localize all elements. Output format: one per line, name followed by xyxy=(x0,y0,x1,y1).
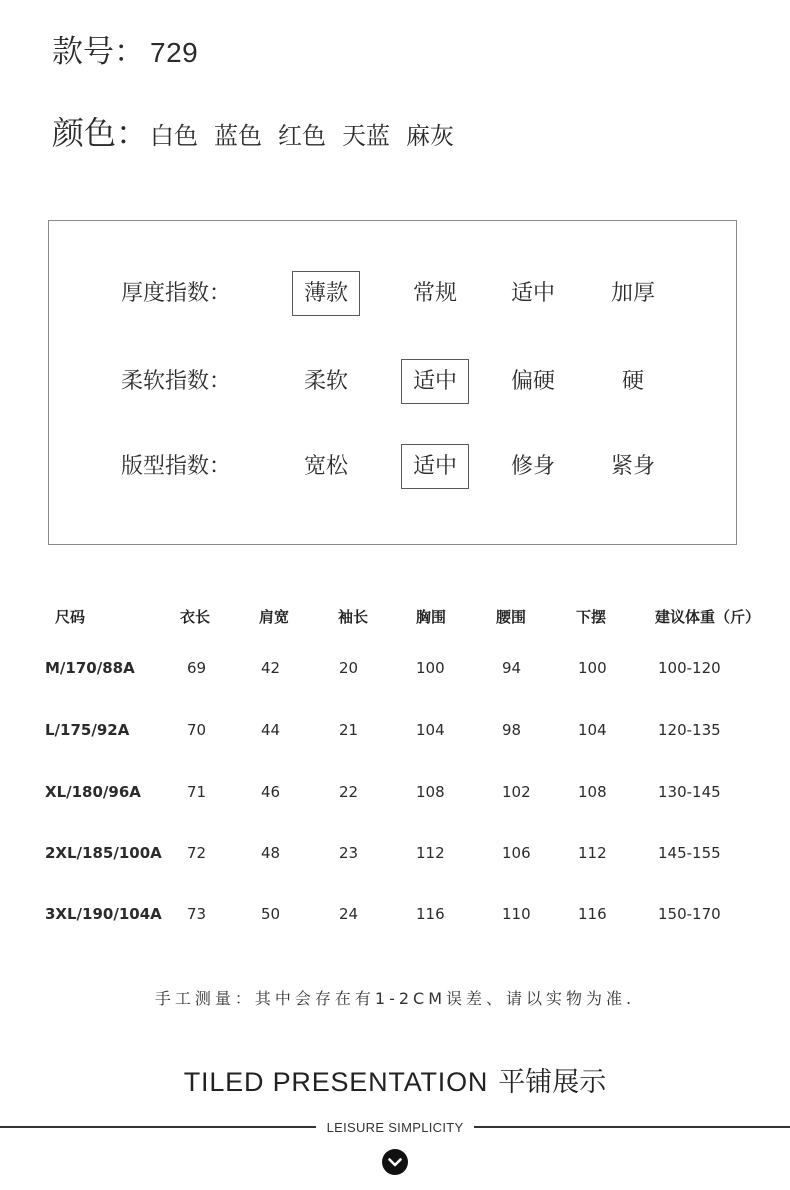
hem-cell: 108 xyxy=(578,783,607,801)
fit-option: 紧身 xyxy=(610,454,655,479)
size-cell: 2XL/185/100A xyxy=(45,844,162,862)
column-header: 衣长 xyxy=(180,608,211,626)
chest-cell: 112 xyxy=(416,844,445,862)
softness-option: 适中 xyxy=(401,359,469,404)
waist-cell: 102 xyxy=(502,783,531,801)
column-header: 袖长 xyxy=(338,608,369,626)
section-divider xyxy=(0,1117,790,1137)
fit-index-label: 版型指数： xyxy=(121,454,232,479)
waist-cell: 110 xyxy=(502,905,531,923)
weight-cell: 145-155 xyxy=(658,844,721,862)
column-header: 尺码 xyxy=(55,608,86,626)
color-option: 红色 xyxy=(278,122,326,150)
length-cell: 71 xyxy=(187,783,207,801)
shoulder-cell: 50 xyxy=(261,905,281,923)
measurement-note: 手工测量：其中会存在有1-2CM误差、请以实物为准. xyxy=(154,989,636,1008)
length-cell: 69 xyxy=(187,659,207,677)
waist-cell: 106 xyxy=(502,844,531,862)
section-title-cn: 平铺展示 xyxy=(498,1067,607,1098)
color-option: 蓝色 xyxy=(214,122,262,150)
table-row xyxy=(0,780,790,804)
softness-index-label: 柔软指数： xyxy=(121,369,232,394)
column-header: 胸围 xyxy=(416,608,447,626)
hem-cell: 112 xyxy=(578,844,607,862)
shoulder-cell: 44 xyxy=(261,721,281,739)
sleeve-cell: 24 xyxy=(339,905,359,923)
table-header-row xyxy=(0,605,790,629)
table-row xyxy=(0,718,790,742)
weight-cell: 120-135 xyxy=(658,721,721,739)
color-line xyxy=(52,109,470,157)
section-title-en: TILED PRESENTATION xyxy=(183,1067,489,1097)
thickness-option: 适中 xyxy=(510,281,555,306)
color-option: 麻灰 xyxy=(406,122,454,150)
column-header: 下摆 xyxy=(576,608,607,626)
sleeve-cell: 20 xyxy=(339,659,359,677)
table-row xyxy=(0,656,790,680)
thickness-index-label: 厚度指数： xyxy=(121,281,232,306)
softness-option: 柔软 xyxy=(303,369,348,394)
column-header: 腰围 xyxy=(496,608,527,626)
weight-cell: 130-145 xyxy=(658,783,721,801)
fit-option: 宽松 xyxy=(303,454,348,479)
size-cell: 3XL/190/104A xyxy=(45,905,162,923)
hem-cell: 116 xyxy=(578,905,607,923)
sleeve-cell: 21 xyxy=(339,721,359,739)
waist-cell: 98 xyxy=(502,721,522,739)
length-cell: 70 xyxy=(187,721,207,739)
hem-cell: 100 xyxy=(578,659,607,677)
thickness-option: 薄款 xyxy=(292,271,360,316)
length-cell: 73 xyxy=(187,905,207,923)
chest-cell: 116 xyxy=(416,905,445,923)
chevron-down-icon xyxy=(382,1149,408,1175)
divider-line-left xyxy=(0,1126,316,1128)
size-cell: M/170/88A xyxy=(45,659,135,677)
color-option: 白色 xyxy=(150,122,198,150)
sleeve-cell: 22 xyxy=(339,783,359,801)
sleeve-cell: 23 xyxy=(339,844,359,862)
hem-cell: 104 xyxy=(578,721,607,739)
weight-cell: 150-170 xyxy=(658,905,721,923)
color-option: 天蓝 xyxy=(342,122,390,150)
thickness-option: 加厚 xyxy=(610,281,655,306)
chest-cell: 108 xyxy=(416,783,445,801)
table-row xyxy=(0,902,790,926)
section-subtitle: LEISURE SIMPLICITY xyxy=(326,1119,464,1135)
length-cell: 72 xyxy=(187,844,207,862)
shoulder-cell: 46 xyxy=(261,783,281,801)
divider-line-right xyxy=(474,1126,790,1128)
section-title xyxy=(0,1063,790,1101)
softness-option: 偏硬 xyxy=(510,369,555,394)
style-number-line xyxy=(52,28,198,76)
size-cell: L/175/92A xyxy=(45,721,130,739)
chest-cell: 100 xyxy=(416,659,445,677)
fit-option: 修身 xyxy=(510,454,555,479)
waist-cell: 94 xyxy=(502,659,522,677)
column-header: 肩宽 xyxy=(259,608,290,626)
style-number-value: 729 xyxy=(150,37,199,68)
fit-option: 适中 xyxy=(401,444,469,489)
chest-cell: 104 xyxy=(416,721,445,739)
thickness-option: 常规 xyxy=(412,281,457,306)
shoulder-cell: 42 xyxy=(261,659,281,677)
shoulder-cell: 48 xyxy=(261,844,281,862)
table-row xyxy=(0,841,790,865)
fabric-index-panel xyxy=(48,220,737,545)
size-cell: XL/180/96A xyxy=(45,783,141,801)
weight-cell: 100-120 xyxy=(658,659,721,677)
style-number-label: 款号： xyxy=(52,34,145,70)
column-header: 建议体重（斤） xyxy=(655,608,761,626)
softness-option: 硬 xyxy=(621,369,644,394)
color-label: 颜色： xyxy=(52,114,149,152)
